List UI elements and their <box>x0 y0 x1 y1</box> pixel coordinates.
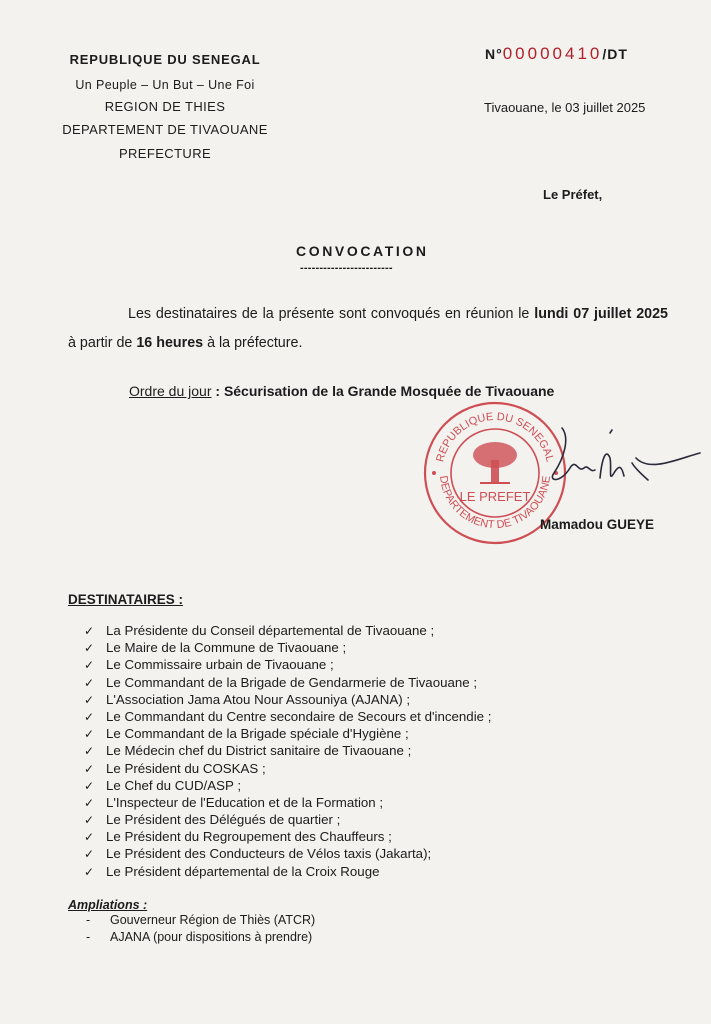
dash-bullet: - <box>86 913 91 927</box>
meeting-date: lundi 07 juillet 2025 <box>534 306 669 322</box>
reference-digits: 00000410 <box>502 44 603 63</box>
reference-suffix: /DT <box>602 46 628 62</box>
check-icon: ✓ <box>84 727 95 742</box>
recipient-text: Le Président du COSKAS ; <box>106 760 266 776</box>
check-icon: ✓ <box>84 847 95 862</box>
recipient-text: La Présidente du Conseil départemental de Tivaouane ; <box>106 623 435 638</box>
recipient-item <box>84 674 491 691</box>
agenda-label: Ordre du jour <box>129 383 212 399</box>
recipient-text: Le Président des Délégués de quartier ; <box>106 812 341 828</box>
check-icon: ✓ <box>84 641 95 656</box>
sender: Le Préfet, <box>543 187 603 202</box>
ampliations-title: Ampliations : <box>68 898 148 912</box>
ampliation-text: Gouverneur Région de Thiès (ATCR) <box>110 913 316 927</box>
recipient-text: Le Commandant de la Brigade de Gendarmerie de Tivaouane ; <box>106 674 478 690</box>
header-prefecture: PREFECTURE <box>118 146 212 161</box>
recipient-text: Le Commandant de la Brigade spéciale d'Hygiène ; <box>106 726 409 742</box>
ampliation-item <box>86 929 315 946</box>
recipient-item <box>84 639 491 656</box>
signature-drawing <box>540 418 710 513</box>
check-icon: ✓ <box>84 795 95 810</box>
agenda <box>129 383 554 399</box>
check-icon: ✓ <box>84 778 95 793</box>
place-date: Tivaouane, le 03 juillet 2025 <box>484 100 646 115</box>
reference-number <box>485 44 628 64</box>
recipient-text: Le Commandant du Centre secondaire de Secours et d'incendie ; <box>106 708 492 724</box>
check-icon: ✓ <box>84 709 95 724</box>
signer-name: Mamadou GUEYE <box>540 517 655 532</box>
dash-bullet: - <box>86 930 91 944</box>
agenda-text: Sécurisation de la Grande Mosquée de Tivaouane <box>223 383 555 399</box>
recipient-item <box>84 708 491 725</box>
recipient-item <box>84 811 491 828</box>
body-paragraph <box>68 300 668 358</box>
seal-center-text: LE PREFET <box>459 489 531 504</box>
seal-top-text: REPUBLIQUE DU SENEGAL <box>434 410 556 464</box>
header-region: REGION DE THIES <box>104 99 226 114</box>
recipient-item <box>84 845 491 862</box>
recipient-item <box>84 656 491 673</box>
recipient-text: Le Président des Conducteurs de Vélos taxis (Jakarta); <box>106 846 432 862</box>
body-text-a: Les destinataires de la présente sont convoqués en réunion le <box>128 306 535 322</box>
recipient-text: L'Inspecteur de l'Education et de la Formation ; <box>106 794 384 810</box>
header-republic: REPUBLIQUE DU SENEGAL <box>69 52 261 67</box>
check-icon: ✓ <box>84 813 95 828</box>
reference-prefix: N° <box>485 46 503 62</box>
recipient-text: Le Médecin chef du District sanitaire de Tivaouane ; <box>106 743 412 759</box>
check-icon: ✓ <box>84 658 95 673</box>
check-icon: ✓ <box>84 761 95 776</box>
recipient-item <box>84 828 491 845</box>
ampliations-list <box>86 912 315 946</box>
check-icon: ✓ <box>84 864 95 879</box>
recipient-item <box>84 777 491 794</box>
check-icon: ✓ <box>84 692 95 707</box>
recipient-text: L'Association Jama Atou Nour Assouniya (AJANA) ; <box>106 691 411 707</box>
check-icon: ✓ <box>84 675 95 690</box>
recipient-text: Le Président départemental de la Croix Rouge <box>106 863 380 879</box>
check-icon: ✓ <box>84 744 95 759</box>
agenda-sep: : <box>211 383 224 399</box>
document-title: CONVOCATION <box>296 243 429 259</box>
check-icon: ✓ <box>84 830 95 845</box>
recipient-item <box>84 742 491 759</box>
title-rule: ------------------------ <box>300 262 393 274</box>
header-motto: Un Peuple – Un But – Une Foi <box>75 78 255 92</box>
recipient-item <box>84 794 491 811</box>
ampliation-item <box>86 912 315 929</box>
check-icon: ✓ <box>84 624 95 638</box>
recipient-text: Le Maire de la Commune de Tivaouane ; <box>106 640 347 656</box>
recipient-item <box>84 691 491 708</box>
recipient-item <box>84 760 491 777</box>
ampliation-text: AJANA (pour dispositions à prendre) <box>110 930 313 944</box>
recipient-item <box>84 622 491 639</box>
recipients-title: DESTINATAIRES : <box>68 592 184 607</box>
header-department: DEPARTEMENT DE TIVAOUANE <box>62 122 268 137</box>
seal-bottom-text: DEPARTEMENT DE TIVAOUANE <box>436 475 554 532</box>
meeting-time: 16 heures <box>136 335 204 351</box>
body-text-c: à la préfecture. <box>203 335 303 351</box>
recipient-item <box>84 725 491 742</box>
recipient-text: Le Chef du CUD/ASP ; <box>106 777 242 793</box>
recipient-text: Le Commissaire urbain de Tivaouane ; <box>106 657 334 673</box>
recipient-text: Le Président du Regroupement des Chauffeurs ; <box>106 829 392 845</box>
recipient-item <box>84 863 491 880</box>
body-text-b: à partir de <box>68 335 137 351</box>
recipients-list <box>84 622 491 880</box>
